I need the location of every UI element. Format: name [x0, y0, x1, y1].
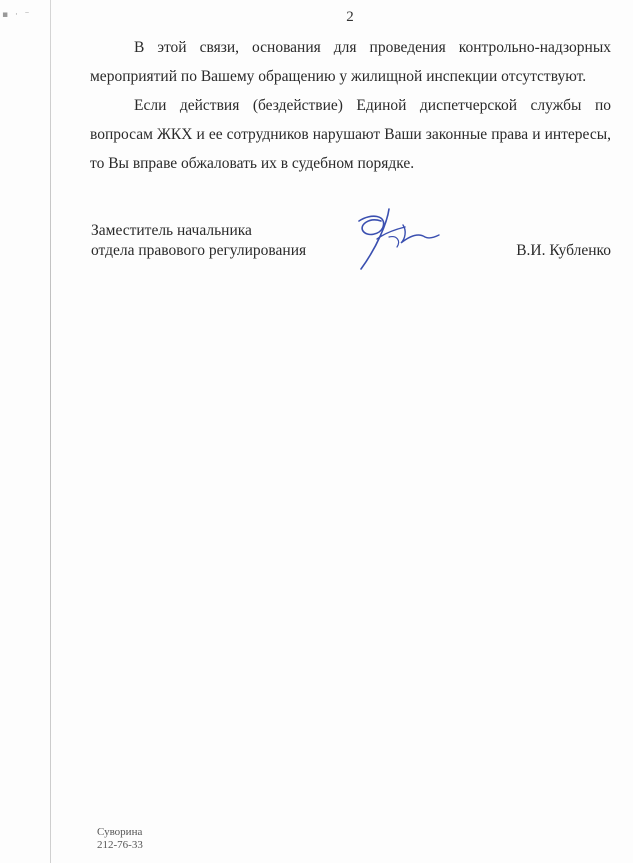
- signer-name: В.И. Кубленко: [516, 242, 611, 259]
- scan-artifact: ▪ · ⁻: [2, 10, 32, 20]
- page-edge-line: [50, 0, 51, 863]
- signer-position-line-1: Заместитель начальника: [91, 222, 252, 239]
- paragraph-1: В этой связи, основания для проведения контрольно-надзорных мероприятий по Вашему обращению у жилищной инспекции отсутствуют.: [90, 39, 611, 85]
- handwritten-signature: [353, 207, 443, 277]
- signer-position-line-2: отдела правового регулирования: [91, 242, 307, 259]
- executor-name: Суворина: [97, 826, 143, 838]
- paragraph-2: Если действия (бездействие) Единой диспетчерской службы по вопросам ЖКХ и ее сотрудников нарушают Ваши законные права и интересы, то Вы вправе обжаловать их в судебном порядке.: [90, 97, 611, 172]
- signature-block: [91, 221, 611, 281]
- executor-info: [97, 826, 143, 852]
- signer-position: [91, 221, 306, 261]
- page-number: 2: [346, 9, 354, 25]
- executor-phone: 212-76-33: [97, 839, 143, 851]
